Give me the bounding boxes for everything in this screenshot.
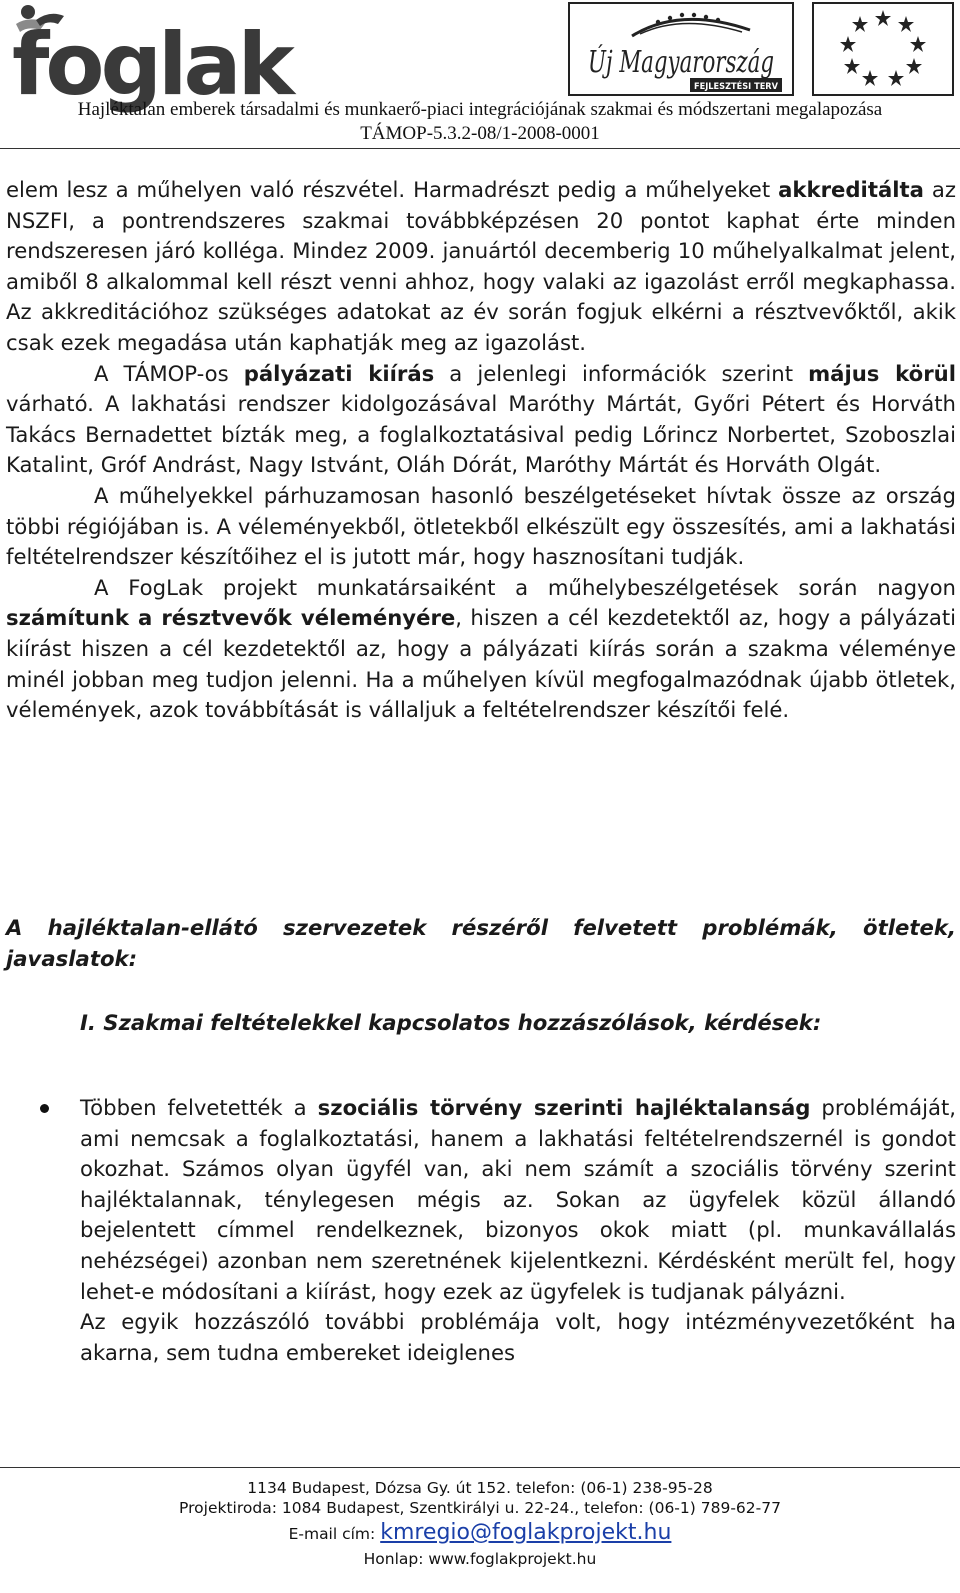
bold-text: pályázati kiírás [243,360,435,386]
text-run: problémáját, ami nemcsak a foglalkoztatási, hanem a lakhatási feltételrendszernél is gondot okozhat. Számos olyan ügyfél van, aki nem számít a szociális törvény szerint hajléktalannak, ténylegesen mégis az. Sokan az ügyfelek közül állandó bejelentett címmel rendelkeznek, bizonyos okok miatt (pl. munkavállalás nehézségei) azonban nem szeretnének kijelentkezni. Kérdésként merült fel, hogy lehet-e módosítani a kiírást, hogy ezek az ügyfelek is tudjanak pályázni. [80,1095,956,1304]
bullet-icon [40,1104,49,1113]
header-divider [0,148,960,149]
bold-text: szociális törvény szerinti hajléktalanság [317,1095,811,1120]
page-footer [0,1478,960,1569]
text-run: Többen felvetették a [80,1095,318,1120]
list-item [0,1093,956,1368]
bullet-list [0,1093,960,1368]
paragraph [6,175,956,359]
list-item-text [80,1307,956,1368]
text-run: elem lesz a műhelyen való részvétel. Harmadrészt pedig a műhelyeket [6,177,779,202]
project-code: TÁMOP-5.3.2-08/1-2008-0001 [360,123,600,144]
text-run: a jelenlegi információk szerint [434,360,809,386]
uj-magyarorszag-logo-subtext: FEJLESZTÉSI TERV [694,82,786,92]
text-run: várható. A lakhatási rendszer kidolgozásával Maróthy Mártát, Győri Pétert és Horváth Takács Bernadettet bízták meg, a foglalkoztatásival pedig Lőrincz Norbertet, Szoboszlai Katalint, Gróf Andrást, Nagy Istvánt, Oláh Dórát, Maróthy Mártát és Horváth Olgát. [6,391,956,478]
email-link[interactable]: kmregio@foglakprojekt.hu [380,1520,672,1545]
footer-website: Honlap: www.foglakprojekt.hu [363,1550,597,1568]
bold-text: május körül [808,360,956,386]
foglak-logo [6,2,291,115]
uj-magyarorszag-logo-text: Új Magyarország [588,45,850,80]
footer-project-office: Projektiroda: 1084 Budapest, Szentkirályi u. 22-24., telefon: (06-1) 789-62-77 [179,1499,781,1517]
paragraph [6,359,956,481]
paragraph [6,481,956,573]
text-run: A műhelyekkel párhuzamosan hasonló beszélgetéseket hívtak össze az ország többi régiójában is. A véleményekből, ötletekből elkészült egy összesítés, ami a lakhatási feltételrendszer készítőihez el is jutott már, hogy hasznosítani tudják. [6,482,956,570]
text-run: A TÁMOP-os [94,360,244,386]
sub-heading: I. Szakmai feltételekkel kapcsolatos hozzászólások, kérdések: [80,1010,822,1035]
body-text [6,175,956,726]
list-item-text [80,1093,956,1307]
bold-text: számítunk a résztvevők véleményére [6,605,456,631]
text-run: , hiszen a cél kezdetektől az, hogy a pályázati kiírást hiszen a cél kezdetektől az, hogy a pályázati kiírás során a szakma véleménye minél jobban meg tudjon jelenni. Ha a műhelyen kívül megfogalmazódnak újabb ötletek, vélemények, azok továbbítását is vállaljuk a feltételrendszer készítői felé. [6,605,957,723]
page-header [0,0,960,150]
footer-divider [0,1467,960,1468]
section-heading: A hajléktalan-ellátó szervezetek részéről felvetett problémák, ötletek, javaslatok: [6,915,956,971]
bold-text: akkreditálta [778,177,924,202]
foglak-logo-text: foglak [12,15,291,115]
text-run: A FogLak projekt munkatársaiként a műhelybeszélgetések során nagyon [94,574,956,600]
text-run: Az egyik hozzászóló további problémája volt, hogy intézményvezetőként ha akarna, sem tudna embereket ideiglenes [80,1309,956,1365]
eu-flag-logo [812,2,954,96]
email-label: E-mail cím: [288,1525,376,1543]
text-run: az NSZFI, a pontrendszeres szakmai továbbképzésen 20 pontot kaphat érte minden rendszeresen járó kolléga. Mindez 2009. januártól decemberig 10 műhelyalkalmat jelent, amiből 8 alkalommal kell részt venni ahhoz, hogy valaki az igazolást erről megkaphassa. Az akkreditációhoz szükséges adatokat az év során fogjuk elkérni a résztvevőktől, akik csak ezek megadása után kaphatják meg az igazolást. [6,177,956,355]
paragraph [6,573,956,726]
project-title: Hajléktalan emberek társadalmi és munkaerő-piaci integrációjának szakmai és módszertani megalapozása [77,99,883,120]
footer-address: 1134 Budapest, Dózsa Gy. út 152. telefon: (06-1) 238-95-28 [247,1479,713,1497]
uj-magyarorszag-logo [568,2,850,96]
footer-email-line [0,1518,960,1549]
